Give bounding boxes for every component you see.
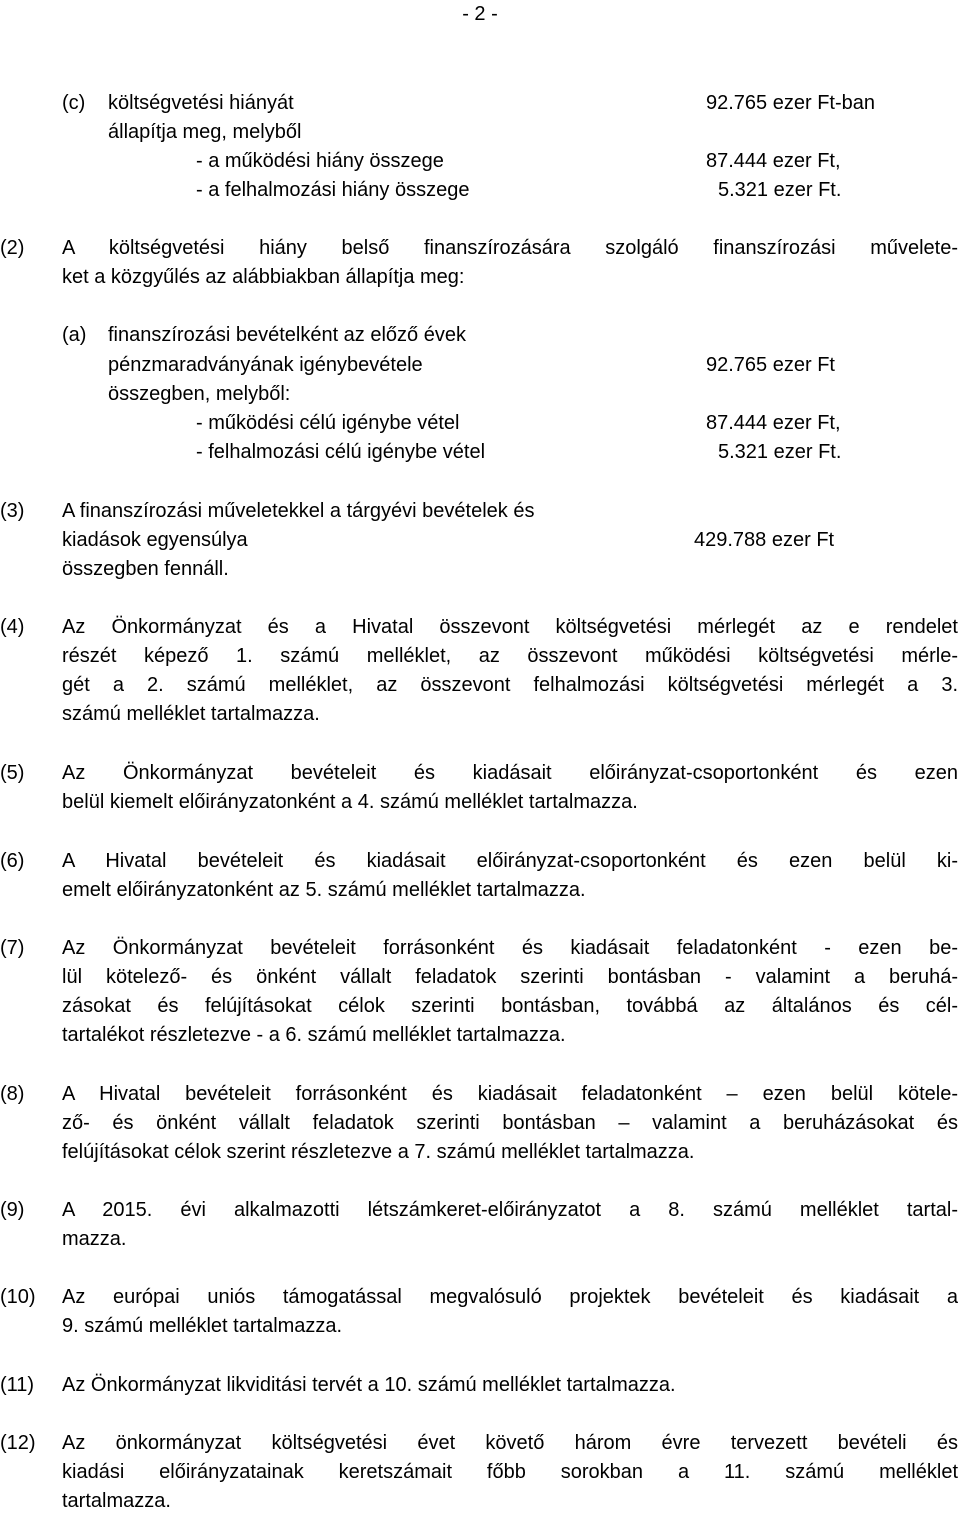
item-a-line-5: - felhalmozási célú igénybe vétel: [196, 441, 486, 463]
para-10-label: (10): [0, 1286, 36, 1308]
para-6-line-1: A Hivatal bevételeit és kiadásait előirányzat-csoportonként és ezen belül ki-: [62, 850, 958, 872]
para-3-line-3: összegben fennáll.: [62, 558, 229, 580]
para-11-label: (11): [0, 1374, 35, 1396]
item-a-value-5: 5.321 ezer Ft.: [718, 441, 842, 463]
para-6-line-2: emelt előirányzatonként az 5. számú melléklet tartalmazza.: [62, 879, 586, 901]
para-8-label: (8): [0, 1083, 25, 1105]
para-7-line-4: tartalékot részletezve - a 6. számú melléklet tartalmazza.: [62, 1024, 566, 1046]
item-a-value-2: 92.765 ezer Ft: [706, 354, 835, 376]
para-12-line-2: kiadási előirányzatainak keretszámait főbb sorokban a 11. számú melléklet: [62, 1461, 958, 1483]
para-4-line-3: gét a 2. számú melléklet, az összevont felhalmozási költségvetési mérlegét a 3.: [62, 674, 958, 696]
item-a-value-4: 87.444 ezer Ft,: [706, 412, 841, 434]
para-12-line-1: Az önkormányzat költségvetési évet követő három évre tervezett bevételi és: [62, 1432, 958, 1454]
para-2-line-1: A költségvetési hiány belső finanszírozására szolgáló finanszírozási művelete-: [62, 237, 958, 259]
para-9-label: (9): [0, 1199, 25, 1221]
item-c-value-1: 92.765 ezer Ft-ban: [706, 92, 875, 114]
item-a-line-3: összegben, melyből:: [108, 383, 291, 405]
item-a-label: (a): [62, 324, 87, 346]
para-6-label: (6): [0, 850, 25, 872]
para-8-line-3: felújításokat célok szerint részletezve a 7. számú melléklet tartalmazza.: [62, 1141, 695, 1163]
para-3-line-1: A finanszírozási műveletekkel a tárgyévi bevételek és: [62, 500, 535, 522]
para-9-line-2: mazza.: [62, 1228, 127, 1250]
page-number: - 2 -: [462, 3, 498, 25]
item-a-line-4: - működési célú igénybe vétel: [196, 412, 460, 434]
item-c-value-3: 87.444 ezer Ft,: [706, 150, 841, 172]
item-a-line-2: pénzmaradványának igénybevétele: [108, 354, 423, 376]
para-5-line-2: belül kiemelt előirányzatonként a 4. számú melléklet tartalmazza.: [62, 791, 638, 813]
para-7-line-1: Az Önkormányzat bevételeit forrásonként és kiadásait feladatonként - ezen be-: [62, 937, 958, 959]
para-2-line-2: ket a közgyűlés az alábbiakban állapítja meg:: [62, 266, 465, 288]
para-4-line-1: Az Önkormányzat és a Hivatal összevont költségvetési mérlegét az e rendelet: [62, 616, 958, 638]
item-a-line-1: finanszírozási bevételként az előző évek: [108, 324, 466, 346]
para-10-line-2: 9. számú melléklet tartalmazza.: [62, 1315, 343, 1337]
para-4-line-2: részét képező 1. számú melléklet, az összevont működési költségvetési mérle-: [62, 645, 958, 667]
para-12-line-3: tartalmazza.: [62, 1490, 171, 1512]
para-3-value: 429.788 ezer Ft: [694, 529, 835, 551]
para-2-label: (2): [0, 237, 25, 259]
item-c-label: (c): [62, 92, 86, 114]
para-5-label: (5): [0, 762, 25, 784]
para-10-line-1: Az európai uniós támogatással megvalósuló projektek bevételeit és kiadásait a: [62, 1286, 958, 1308]
item-c-line-2: állapítja meg, melyből: [108, 121, 302, 143]
para-8-line-1: A Hivatal bevételeit forrásonként és kiadásait feladatonként – ezen belül kötele-: [62, 1083, 958, 1105]
para-12-label: (12): [0, 1432, 36, 1454]
item-c-value-4: 5.321 ezer Ft.: [718, 179, 842, 201]
item-c-line-4: - a felhalmozási hiány összege: [196, 179, 470, 201]
para-3-label: (3): [0, 500, 25, 522]
para-9-line-1: A 2015. évi alkalmazotti létszámkeret-előirányzatot a 8. számú melléklet tartal-: [62, 1199, 958, 1221]
para-5-line-1: Az Önkormányzat bevételeit és kiadásait előirányzat-csoportonként és ezen: [62, 762, 958, 784]
para-7-line-2: lül kötelező- és önként vállalt feladatok szerinti bontásban - valamint a beruhá-: [62, 966, 958, 988]
para-7-line-3: zásokat és felújításokat célok szerinti bontásban, továbbá az általános és cél-: [62, 995, 958, 1017]
para-4-label: (4): [0, 616, 25, 638]
para-4-line-4: számú melléklet tartalmazza.: [62, 703, 320, 725]
para-3-line-2: kiadások egyensúlya: [62, 529, 248, 551]
item-c-line-1: költségvetési hiányát: [108, 92, 294, 114]
item-c-line-3: - a működési hiány összege: [196, 150, 444, 172]
para-11-line-1: Az Önkormányzat likviditási tervét a 10. számú melléklet tartalmazza.: [62, 1374, 676, 1396]
para-8-line-2: ző- és önként vállalt feladatok szerinti bontásban – valamint a beruházásokat és: [62, 1112, 958, 1134]
para-7-label: (7): [0, 937, 25, 959]
